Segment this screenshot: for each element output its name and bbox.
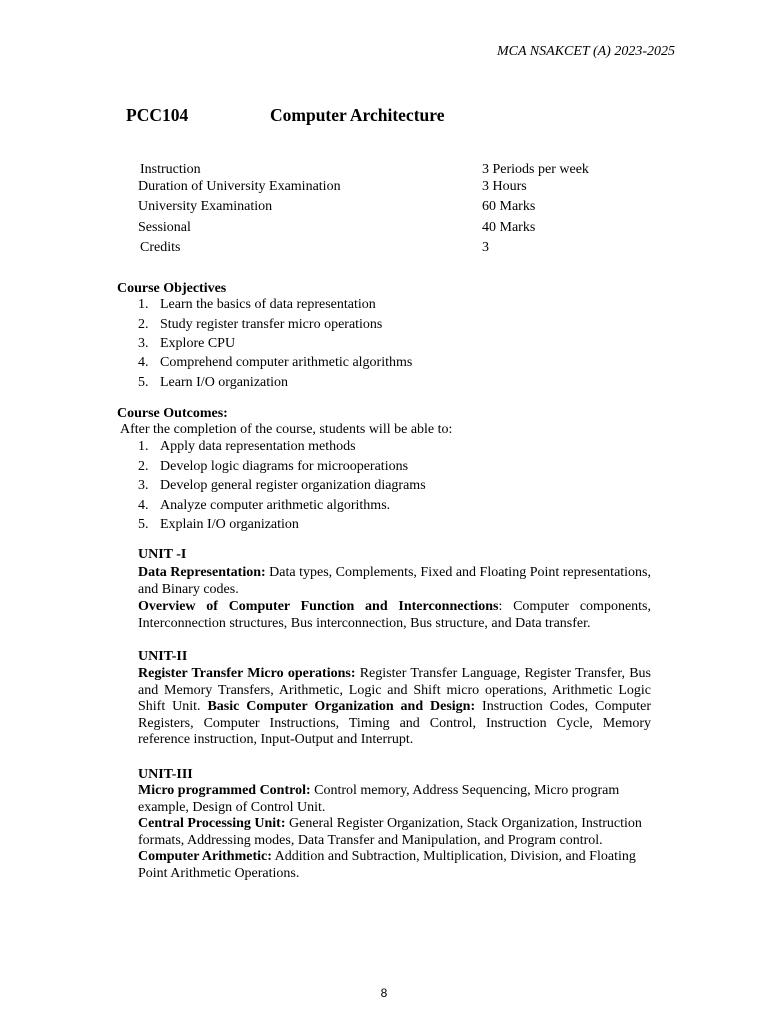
item-text: Explore CPU (160, 336, 236, 351)
unit-2-paragraph-1 (138, 666, 651, 749)
item-number: 3. (138, 478, 149, 493)
topic-text: : Computer components, Interconnection structures, Bus interconnection, Bus structure, and Data transfer. (138, 599, 651, 631)
info-row-instruction (140, 162, 700, 180)
unit-2-heading: UNIT-II (138, 649, 188, 664)
item-text: Develop general register organization diagrams (160, 478, 426, 493)
course-objectives-heading: Course Objectives (117, 281, 227, 296)
item-text: Learn I/O organization (160, 375, 289, 390)
topic-heading: Overview of Computer Function and Interconnections (138, 599, 499, 614)
item-number: 5. (138, 375, 149, 390)
info-value: 40 Marks (482, 220, 536, 235)
topic-heading: Basic Computer Organization and Design: (207, 699, 476, 715)
list-item (138, 478, 426, 494)
list-item (138, 517, 299, 533)
topic-text: Control memory, Address Sequencing, Micro program example, Design of Control Unit. (138, 783, 620, 815)
running-header: MCA NSAKCET (A) 2023-2025 (497, 44, 675, 59)
info-value: 60 Marks (482, 199, 536, 214)
list-item (138, 355, 412, 371)
item-number: 2. (138, 459, 149, 474)
topic-heading: Micro programmed Control: (138, 783, 311, 798)
item-text: Learn the basics of data representation (160, 297, 376, 312)
list-item (138, 498, 390, 514)
list-item (138, 336, 235, 352)
unit-1-heading: UNIT -I (138, 547, 187, 562)
item-text: Analyze computer arithmetic algorithms. (160, 498, 391, 513)
list-item (138, 375, 288, 391)
item-text: Explain I/O organization (160, 517, 299, 532)
unit-3-paragraph-1 (138, 783, 638, 816)
unit-1-paragraph-2 (138, 599, 651, 632)
course-outcomes-heading: Course Outcomes: (117, 406, 228, 421)
info-label: Instruction (140, 162, 201, 177)
item-text: Comprehend computer arithmetic algorithms (160, 355, 413, 370)
info-label: Sessional (138, 220, 191, 235)
course-outcomes-intro: After the completion of the course, students will be able to: (120, 422, 453, 437)
info-label: Duration of University Examination (138, 179, 341, 194)
topic-text: Instruction Codes, Computer Registers, Computer Instructions, Timing and Control, Instruction Cycle, Memory reference instruction, Input-Output and Interrupt. (138, 699, 651, 748)
info-value: 3 Hours (482, 179, 527, 194)
list-item (138, 439, 356, 455)
item-text: Develop logic diagrams for microoperations (160, 459, 409, 474)
item-number: 5. (138, 517, 149, 532)
topic-heading: Data Representation: (138, 565, 266, 580)
list-item (138, 317, 382, 333)
topic-heading: Central Processing Unit: (138, 816, 286, 831)
item-number: 3. (138, 336, 149, 351)
unit-1-paragraph-1 (138, 565, 651, 598)
unit-3-heading: UNIT-III (138, 767, 193, 782)
info-row-credits (140, 240, 700, 258)
info-value: 3 Periods per week (482, 162, 589, 177)
list-item (138, 297, 376, 313)
unit-3-paragraph-3 (138, 849, 650, 882)
item-number: 4. (138, 355, 149, 370)
topic-heading: Computer Arithmetic: (138, 849, 272, 864)
topic-text: Register Transfer Language, Register Transfer, Bus and Memory Transfers, Arithmetic, Logic and Shift micro operations, Arithmetic Logic Shift Unit. (138, 666, 651, 715)
item-text: Study register transfer micro operations (160, 317, 383, 332)
info-row-sessional (138, 220, 698, 238)
info-label: Credits (140, 240, 181, 255)
info-value: 3 (482, 240, 489, 255)
item-number: 2. (138, 317, 149, 332)
unit-3-paragraph-2 (138, 816, 650, 849)
item-number: 4. (138, 498, 149, 513)
list-item (138, 459, 408, 475)
info-row-duration (138, 179, 698, 197)
topic-heading: Register Transfer Micro operations: (138, 666, 356, 681)
course-title: Computer Architecture (270, 105, 445, 125)
info-label: University Examination (138, 199, 273, 214)
info-row-university-exam (138, 199, 698, 217)
topic-text: Data types, Complements, Fixed and Floating Point representations, and Binary codes. (138, 565, 652, 597)
topic-text: Addition and Subtraction, Multiplication, Division, and Floating Point Arithmetic Operations. (138, 849, 636, 881)
item-number: 1. (138, 439, 149, 454)
topic-text: General Register Organization, Stack Organization, Instruction formats, Addressing modes, Data Transfer and Manipulation, and Program control. (138, 816, 642, 848)
item-text: Apply data representation methods (160, 439, 356, 454)
item-number: 1. (138, 297, 149, 312)
course-code: PCC104 (126, 105, 189, 125)
page-number: 8 (380, 986, 388, 1000)
